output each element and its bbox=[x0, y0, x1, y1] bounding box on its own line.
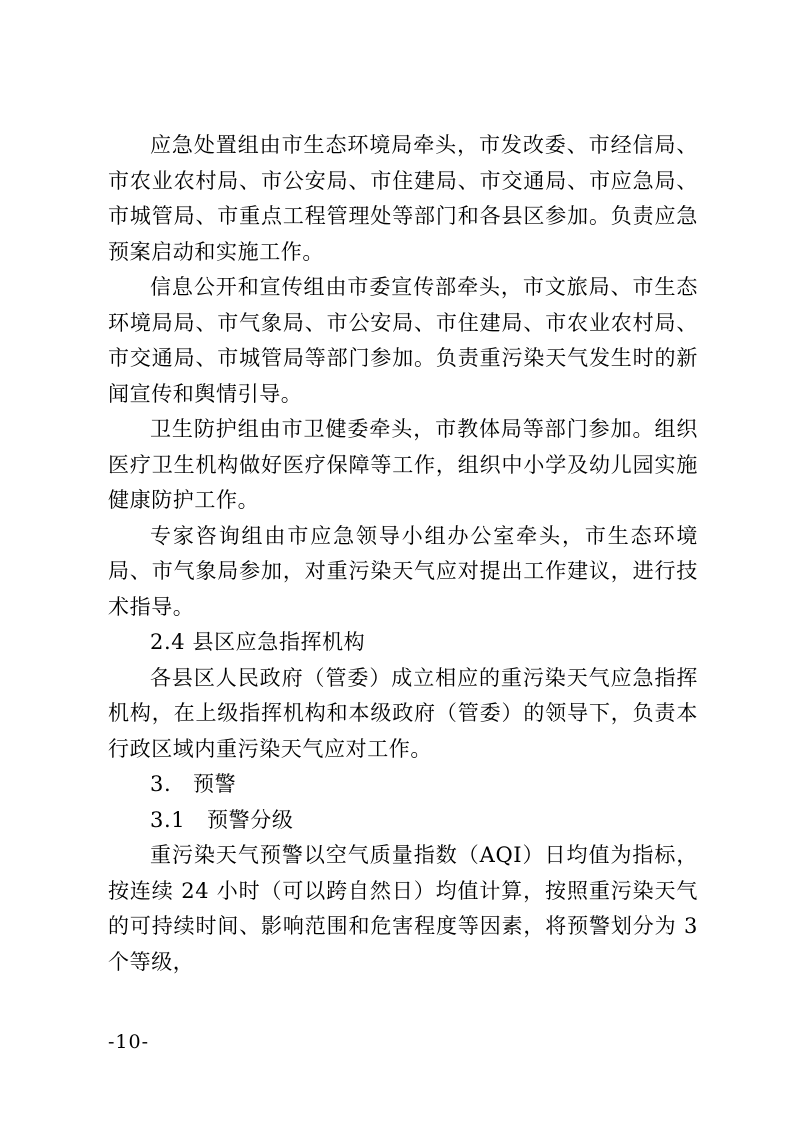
section-heading-2-4: 2.4 县区应急指挥机构 bbox=[150, 630, 366, 654]
section-heading-3-1: 3.1 预警分级 bbox=[150, 807, 294, 832]
paragraph-information-publicity-group: 信息公开和宣传组由市委宣传部牵头，市文旅局、市生态环境局局、市气象局、市公安局、市住建局、市农业农村局、市交通局、市城管局等部门参加。负责重污染天气发生时的新闻宣传和舆情引导。 bbox=[108, 275, 698, 406]
paragraph-emergency-response-group: 应急处置组由市生态环境局牵头，市发改委、市经信局、市农业农村局、市公安局、市住建局、市交通局、市应急局、市城管局、市重点工程管理处等部门和各县区参加。负责应急预案启动和实施工作。 bbox=[108, 133, 698, 264]
document-body bbox=[108, 128, 698, 980]
paragraph-health-protection-group: 卫生防护组由市卫健委牵头，市教体局等部门参加。组织医疗卫生机构做好医疗保障等工作，组织中小学及幼儿园实施健康防护工作。 bbox=[108, 417, 698, 512]
section-heading-3: 3. 预警 bbox=[150, 772, 237, 796]
paragraph-warning-levels: 重污染天气预警以空气质量指数（AQI）日均值为指标，按连续 24 小时（可以跨自然日）均值计算，按照重污染天气的可持续时间、影响范围和危害程度等因素，将预警划分为 3 个等级， bbox=[108, 843, 698, 974]
paragraph-expert-consultation-group: 专家咨询组由市应急领导小组办公室牵头，市生态环境局、市气象局参加，对重污染天气应对提出工作建议，进行技术指导。 bbox=[108, 523, 698, 619]
paragraph-county-command: 各县区人民政府（管委）成立相应的重污染天气应急指挥机构，在上级指挥机构和本级政府（管委）的领导下，负责本行政区域内重污染天气应对工作。 bbox=[108, 665, 698, 761]
page-number: -10- bbox=[108, 1031, 150, 1053]
